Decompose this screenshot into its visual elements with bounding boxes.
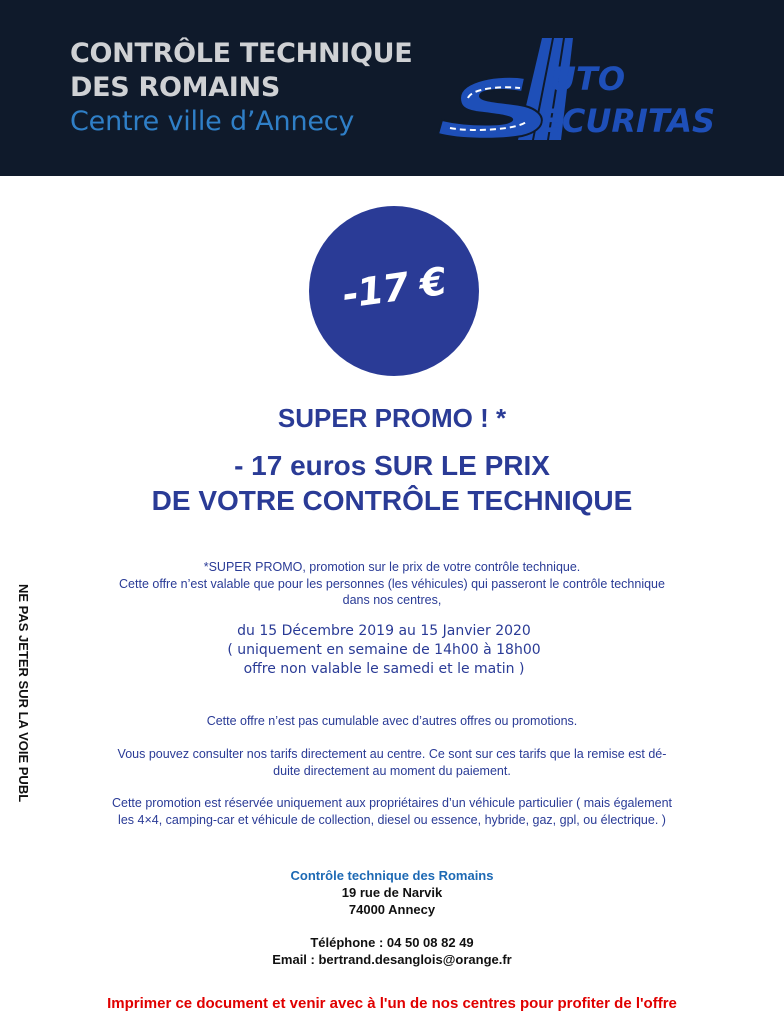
- header-title-line2: DES ROMAINS: [70, 72, 280, 103]
- note-tariffs-line1: Vous pouvez consulter nos tarifs directement au centre. Ce sont sur ces tarifs que la remise est dé-: [117, 747, 667, 761]
- side-notice: NE PAS JETER SUR LA VOIE PUBL: [16, 584, 31, 803]
- conditions-line3: dans nos centres,: [342, 593, 442, 607]
- contact-street: 19 rue de Narvik: [341, 885, 443, 900]
- offer-period: du 15 Décembre 2019 au 15 Janvier 2020: [237, 623, 531, 639]
- header-title-line1: CONTRÔLE TECHNIQUE: [70, 38, 413, 69]
- discount-badge: [309, 206, 479, 376]
- contact-phone: Téléphone : 04 50 08 82 49: [310, 935, 474, 950]
- note-tariffs-line2: duite directement au moment du paiement.: [273, 764, 511, 778]
- note-eligibility-line1: Cette promotion est réservée uniquement aux propriétaires d’un véhicule particulier ( mais également: [111, 796, 672, 810]
- promo-headline: SUPER PROMO ! *: [277, 403, 507, 433]
- conditions-line2: Cette offre n’est valable que pour les personnes (les véhicules) qui passeront le contrôle technique: [119, 577, 665, 591]
- autosecuritas-logo: [430, 30, 720, 150]
- header-banner: [0, 0, 784, 176]
- contact-city: 74000 Annecy: [348, 902, 436, 917]
- note-not-cumulative: Cette offre n’est pas cumulable avec d’autres offres ou promotions.: [206, 714, 578, 728]
- logo-word-securitas: ECURITAS: [540, 102, 716, 140]
- promo-discount-line: - 17 euros SUR LE PRIX: [234, 450, 550, 481]
- side-notice-container: [12, 584, 50, 814]
- offer-hours: ( uniquement en semaine de 14h00 à 18h00: [227, 642, 541, 658]
- promo-service-line: DE VOTRE CONTRÔLE TECHNIQUE: [151, 485, 633, 516]
- conditions-line1: *SUPER PROMO, promotion sur le prix de votre contrôle technique.: [203, 560, 581, 574]
- discount-badge-text: -17 €: [339, 259, 449, 317]
- logo-word-auto: UTO: [550, 60, 626, 98]
- note-eligibility-line2: les 4×4, camping-car et véhicule de collection, diesel ou essence, hybride, gaz, gpl, ou électrique. ): [118, 813, 666, 827]
- contact-email: Email : bertrand.desanglois@orange.fr: [272, 952, 512, 967]
- footer-call-to-action: Imprimer ce document et venir avec à l'un de nos centres pour profiter de l'offre: [107, 995, 677, 1012]
- header-subtitle: Centre ville d’Annecy: [70, 106, 355, 137]
- offer-restriction: offre non valable le samedi et le matin ): [243, 661, 525, 677]
- contact-name: Contrôle technique des Romains: [290, 868, 494, 883]
